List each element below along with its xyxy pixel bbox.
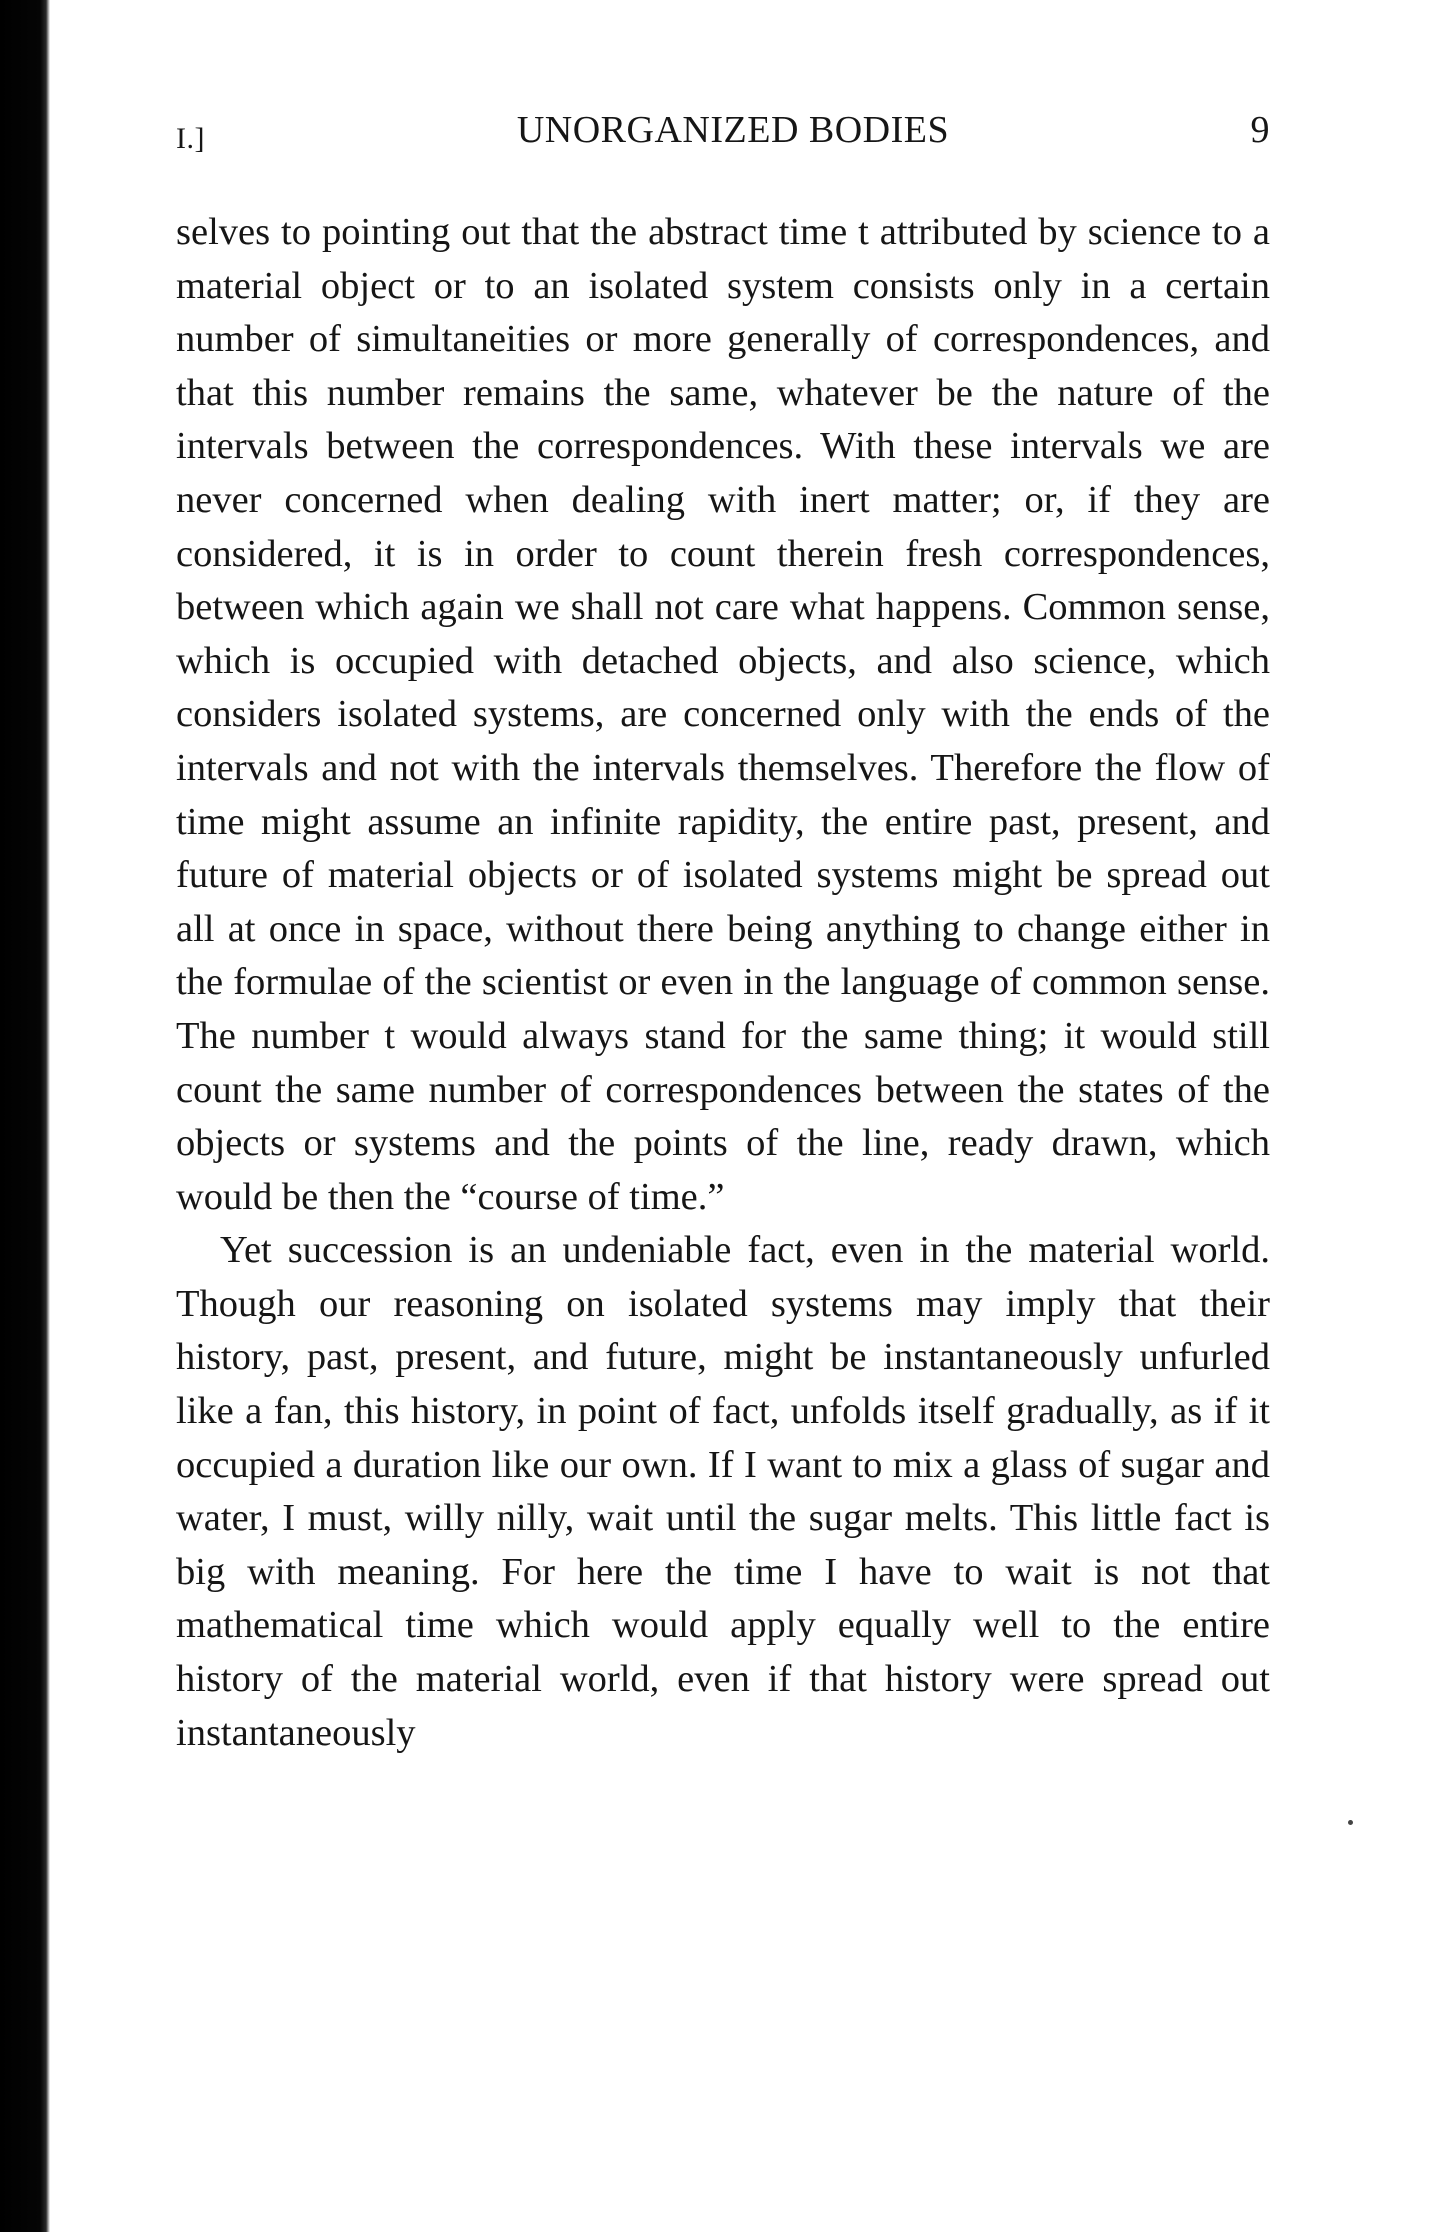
paragraph: Yet succession is an undeniable fact, even in the material world. Though our reasoning on isolated systems may imply that their history, past, present, and future, might be instantaneously unfurled like a fan, this history, in point of fact, unfolds itself gradually, as if it occupied a duration like our own. If I want to mix a glass of sugar and water, I must, willy nilly, wait until the sugar melts. This little fact is big with meaning. For here the time I have to wait is not that mathematical time which would apply equally well to the entire history of the material world, even if that history were spread out instantaneously bbox=[176, 1229, 1270, 1754]
section-marker: I.] bbox=[176, 122, 205, 155]
page-number: 9 bbox=[1250, 109, 1270, 151]
book-page bbox=[176, 108, 1270, 1760]
page-title: UNORGANIZED BODIES bbox=[516, 109, 950, 151]
body-text bbox=[176, 206, 1270, 1760]
scan-speck bbox=[1348, 1820, 1353, 1825]
running-head bbox=[176, 108, 1270, 168]
paragraph-continued: selves to pointing out that the abstract time t attributed by science to a material object or to an isolated system consists only in a certain number of simultaneities or more generally of correspondences, and that this number remains the same, whatever be the nature of the intervals between the correspondences. With these intervals we are never concerned when dealing with inert matter; or, if they are considered, it is in order to count therein fresh correspondences, between which again we shall not care what happens. Common sense, which is occupied with detached objects, and also science, which considers isolated systems, are concerned only with the ends of the intervals and not with the intervals themselves. Therefore the flow of time might assume an infinite rapidity, the entire past, present, and future of material objects or of isolated systems might be spread out all at once in space, without there being anything to change either in the formulae of the scientist or even in the language of common sense. The number t would always stand for the same thing; it would still count the same number of correspondences between the states of the objects or systems and the points of the line, ready drawn, which would be then the “course of time.” bbox=[176, 211, 1270, 1218]
book-binding-edge bbox=[0, 0, 50, 2232]
